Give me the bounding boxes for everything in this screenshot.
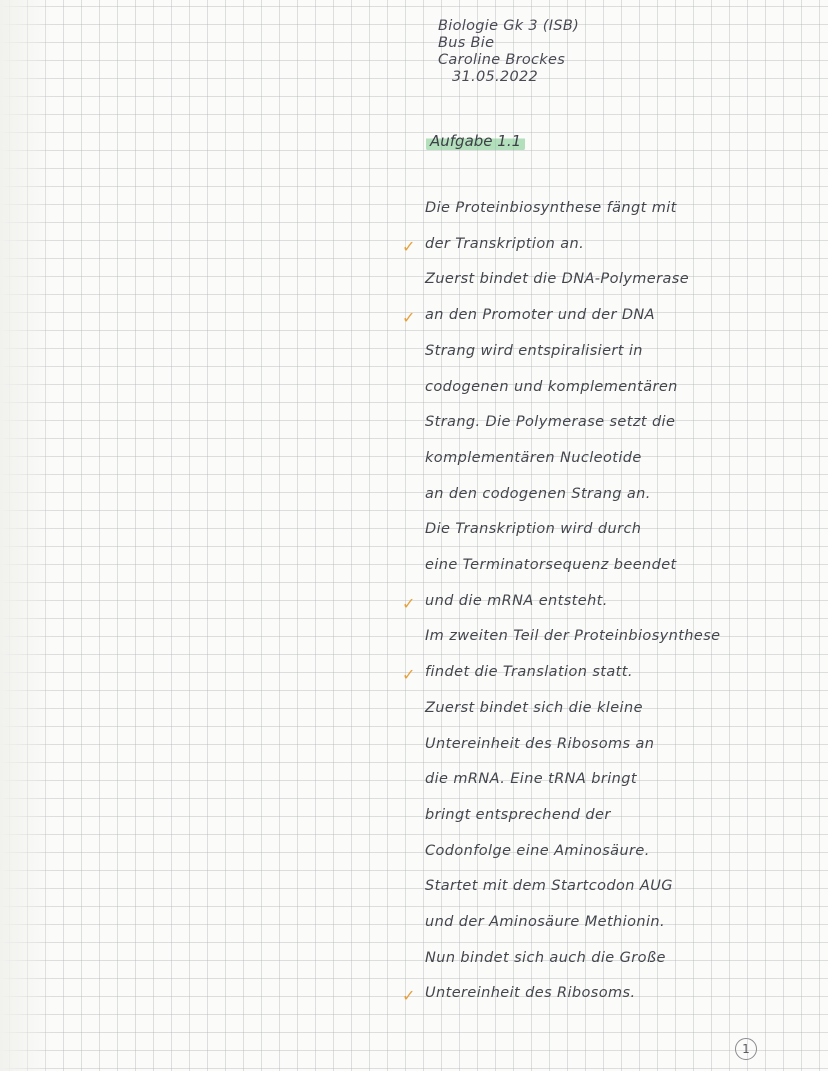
text-line-content: codogenen und komplementären: [425, 378, 678, 395]
text-line-content: die mRNA. Eine tRNA bringt: [425, 771, 637, 788]
text-line: [0, 486, 828, 516]
checkmark-icon: ✓: [402, 236, 416, 256]
text-line-content: eine Terminatorsequenz beendet: [425, 557, 677, 573]
text-line-content: Die Transkription wird durch: [425, 521, 642, 538]
text-line: [0, 593, 828, 623]
text-line-content: Zuerst bindet die DNA-Polymerase: [425, 271, 690, 288]
header-student-name: Caroline Brockes: [438, 52, 566, 68]
task-heading: Aufgabe 1.1: [426, 132, 525, 151]
text-line-content: Startet mit dem Startcodon AUG: [425, 878, 673, 895]
header-course: Biologie Gk 3 (ISB): [438, 18, 580, 34]
text-line-content: Codonfolge eine Aminosäure.: [425, 842, 650, 859]
text-line-content: und die mRNA entsteht.: [425, 592, 608, 609]
text-line-content: bringt entsprechend der: [425, 806, 611, 823]
text-line-content: Die Proteinbiosynthese fängt mit: [425, 200, 677, 216]
text-line: [0, 379, 828, 409]
header-teacher: Bus Bie: [438, 35, 495, 51]
text-line: [0, 236, 828, 266]
text-line-content: Zuerst bindet sich die kleine: [425, 699, 643, 716]
text-line: [0, 307, 828, 337]
text-line: [0, 450, 828, 480]
checkmark-icon: ✓: [402, 665, 416, 685]
text-line: [0, 843, 828, 873]
text-line-content: Untereinheit des Ribosoms.: [425, 985, 636, 1002]
text-line: [0, 557, 828, 587]
text-line: [0, 664, 828, 694]
text-line-content: Im zweiten Teil der Proteinbiosynthese: [425, 628, 721, 645]
header-date: 31.05.2022: [452, 69, 539, 85]
text-line: [0, 950, 828, 980]
text-line-content: Strang. Die Polymerase setzt die: [425, 414, 676, 431]
checkmark-icon: ✓: [402, 308, 416, 328]
text-line: [0, 878, 828, 908]
text-line-content: findet die Translation statt.: [425, 664, 633, 681]
text-line-content: komplementären Nucleotide: [425, 449, 642, 466]
text-line: [0, 807, 828, 837]
text-line: [0, 736, 828, 766]
document-header: [438, 18, 698, 86]
text-line-content: an den Promoter und der DNA: [425, 307, 655, 324]
text-line-content: Untereinheit des Ribosoms an: [425, 735, 655, 752]
checkmark-icon: ✓: [402, 986, 416, 1006]
text-line: [0, 914, 828, 944]
text-line-content: an den codogenen Strang an.: [425, 485, 651, 502]
text-line: [0, 700, 828, 730]
text-line: [0, 343, 828, 373]
text-line: [0, 521, 828, 551]
page-number: 1: [735, 1038, 757, 1060]
text-line: [0, 200, 828, 230]
text-line: [0, 271, 828, 301]
text-line: [0, 414, 828, 444]
text-line-content: und der Aminosäure Methionin.: [425, 914, 665, 930]
text-line-content: der Transkription an.: [425, 235, 585, 252]
text-line: [0, 771, 828, 801]
text-line: [0, 985, 828, 1015]
text-line-content: Strang wird entspiralisiert in: [425, 342, 643, 359]
checkmark-icon: ✓: [402, 593, 416, 613]
text-line-content: Nun bindet sich auch die Große: [425, 949, 666, 966]
text-line: [0, 628, 828, 658]
